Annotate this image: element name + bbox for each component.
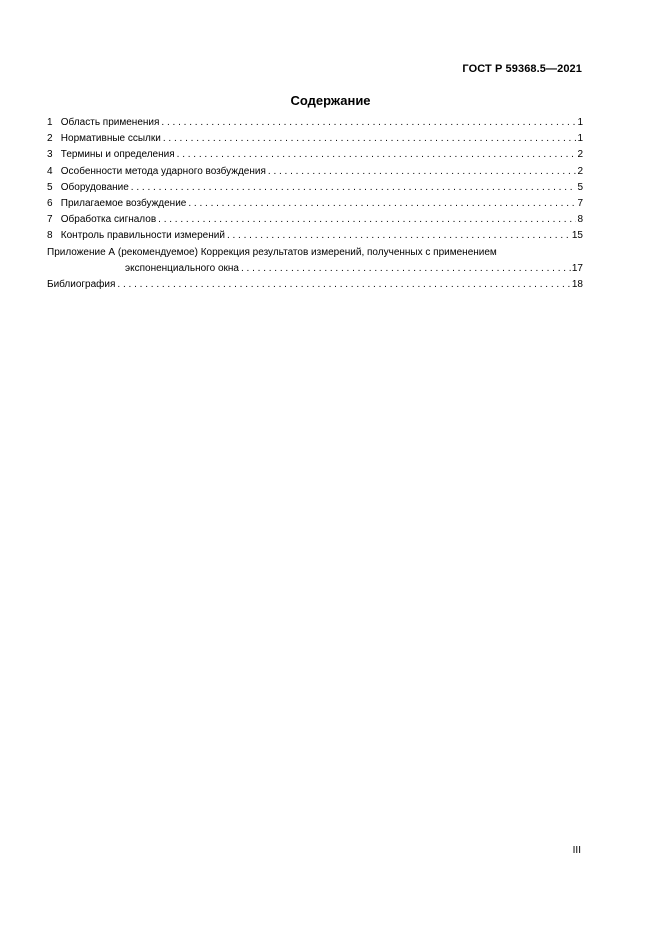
toc-entry-text: Обработка сигналов xyxy=(60,214,157,226)
table-of-contents xyxy=(47,115,583,293)
toc-entry-label xyxy=(47,131,161,147)
dot-leader xyxy=(115,277,570,293)
toc-entry-page: 2 xyxy=(577,149,583,161)
toc-entry-text: Контроль правильности измерений xyxy=(60,230,225,242)
toc-annex-a-title[interactable]: Приложение А (рекомендуемое) Коррекция результатов измерений, полученных с применением xyxy=(47,246,497,258)
toc-entry-number: 6 xyxy=(47,198,53,210)
toc-entry-number: 1 xyxy=(47,117,53,128)
page-number: III xyxy=(572,845,581,856)
toc-entry-8[interactable] xyxy=(47,228,583,244)
dot-leader xyxy=(186,196,576,212)
toc-entry-label xyxy=(47,228,225,244)
toc-entry-3[interactable] xyxy=(47,147,583,163)
dot-leader xyxy=(225,228,571,244)
toc-entry-label xyxy=(47,196,186,212)
toc-entry-number: 5 xyxy=(47,181,53,193)
toc-entry-page: 1 xyxy=(577,117,583,128)
toc-entry-5[interactable] xyxy=(47,180,583,196)
toc-entry-page: 18 xyxy=(571,279,583,291)
toc-entry-label xyxy=(47,212,156,228)
toc-entry-text: Нормативные ссылки xyxy=(60,133,161,145)
toc-entry-7[interactable] xyxy=(47,212,583,228)
dot-leader xyxy=(175,147,577,163)
toc-entry-6[interactable] xyxy=(47,196,583,212)
toc-entry-page: 15 xyxy=(571,230,583,242)
standard-code: ГОСТ Р 59368.5—2021 xyxy=(462,63,582,75)
dot-leader xyxy=(161,131,577,147)
dot-leader xyxy=(239,261,571,277)
toc-bibliography[interactable] xyxy=(47,277,583,293)
toc-entry-text: Прилагаемое возбуждение xyxy=(60,198,187,210)
toc-entry-page: 1 xyxy=(577,133,583,145)
toc-entry-page: 2 xyxy=(577,165,583,177)
dot-leader xyxy=(156,212,576,228)
toc-entry-number: 4 xyxy=(47,165,53,177)
toc-entry-label xyxy=(47,115,159,131)
toc-entry-text: Особенности метода ударного возбуждения xyxy=(60,165,266,177)
toc-entry-label xyxy=(47,147,175,163)
toc-entry-number: 8 xyxy=(47,230,53,242)
toc-entry-text: Область применения xyxy=(60,117,160,128)
toc-entry-page: 8 xyxy=(577,214,583,226)
dot-leader xyxy=(266,164,577,180)
toc-entry-1[interactable] xyxy=(47,115,583,131)
toc-entry-number: 2 xyxy=(47,133,53,145)
toc-entry-page: 7 xyxy=(577,198,583,210)
toc-entry-page: 5 xyxy=(577,181,583,193)
toc-entry-label xyxy=(47,180,129,196)
dot-leader xyxy=(129,180,577,196)
toc-entry-4[interactable] xyxy=(47,164,583,180)
toc-entry-page: 17 xyxy=(571,262,583,274)
dot-leader xyxy=(159,115,576,131)
toc-entry-2[interactable] xyxy=(47,131,583,147)
toc-entry-text: Оборудование xyxy=(60,181,129,193)
toc-title: Содержание xyxy=(290,93,371,108)
toc-entry-text: Термины и определения xyxy=(60,149,175,161)
toc-entry-number: 7 xyxy=(47,214,53,226)
toc-bibliography-label: Библиография xyxy=(47,279,116,291)
toc-entry-number: 3 xyxy=(47,149,53,161)
toc-annex-a-continuation: экспоненциального окна xyxy=(125,262,239,274)
toc-annex-a[interactable] xyxy=(47,261,583,277)
toc-entry-label xyxy=(47,164,266,180)
